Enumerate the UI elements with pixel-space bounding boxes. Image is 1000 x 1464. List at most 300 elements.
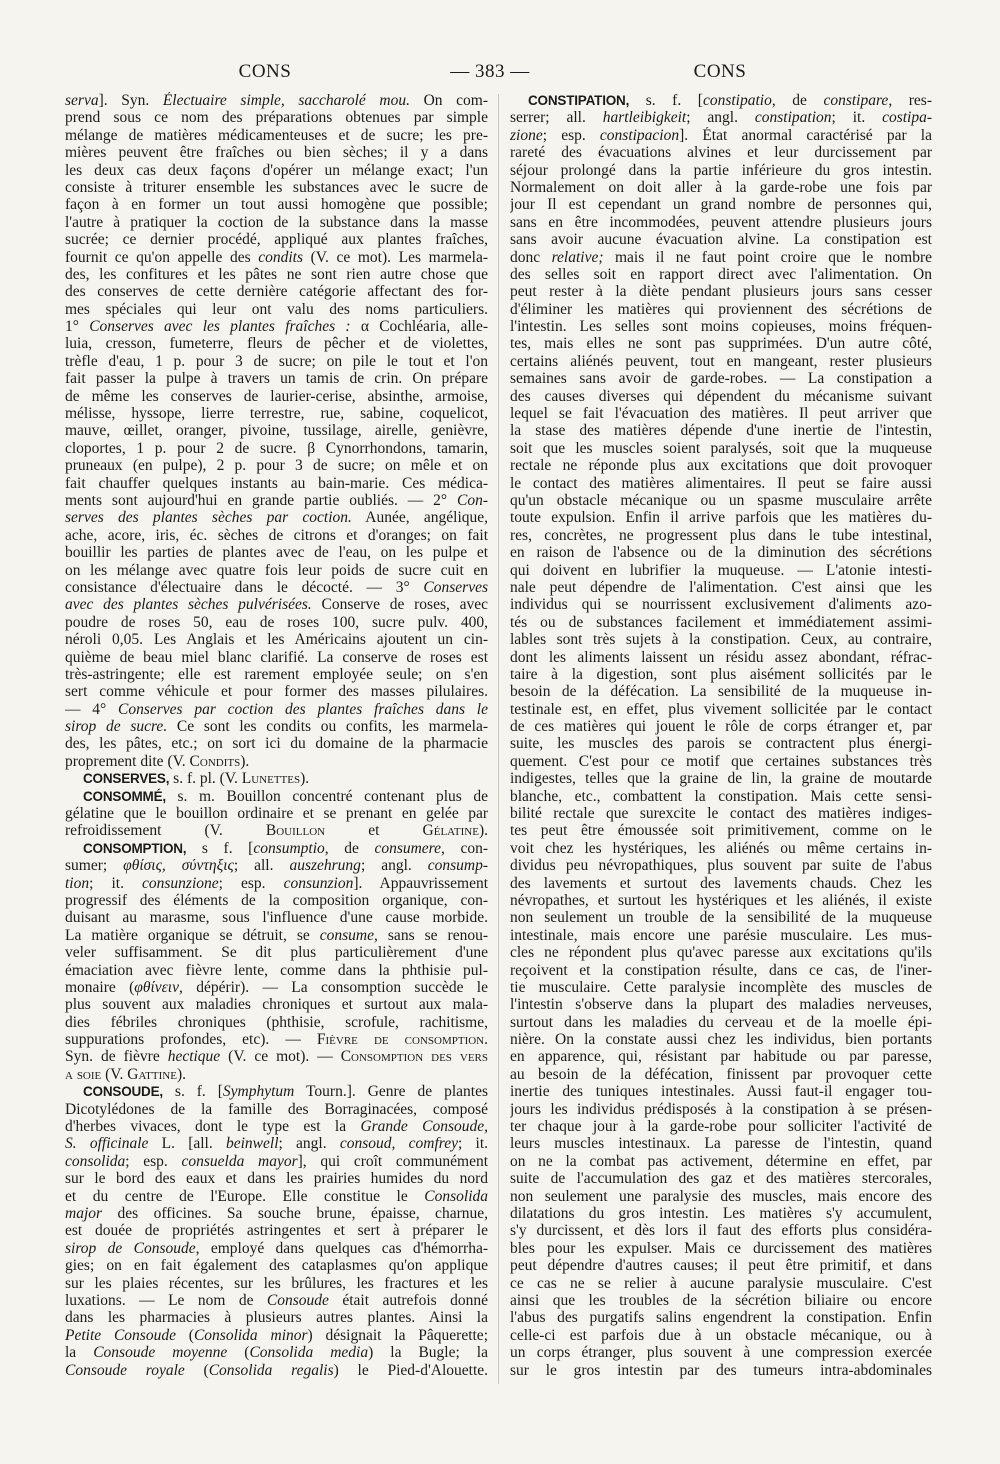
text-run: des selles soit en rapport direct avec l'alimentation. On [510, 265, 932, 283]
text-run: , de [771, 92, 824, 109]
text-line [510, 422, 932, 439]
text-line [65, 1275, 488, 1292]
text-run: fait chauffer quelques instants au bain-marie. Ces médica- [65, 474, 488, 492]
text-run: ; esp. [542, 126, 600, 144]
text-run: lables sont très sujets à la constipation. Ceux, au contraire, [510, 631, 932, 649]
text-run: mais il ne faut point croire que le nombre [603, 248, 932, 266]
italic-run: Consolida regalis [208, 1361, 334, 1379]
text-run: quement. C'est pour ce motif que certaines substances très [510, 752, 932, 770]
text-line [65, 1309, 488, 1326]
text-line [65, 1118, 488, 1135]
text-run: le contact des matières alimentaires. Il peut se faire aussi [510, 474, 932, 492]
text-line [65, 788, 488, 805]
italic-run: major [65, 1205, 103, 1222]
text-run: nale peut dépendre de l'alimentation. C'est ainsi que les [510, 578, 932, 596]
text-run: dans les pharmacies à plusieurs autres plantes. Ainsi la [65, 1309, 488, 1327]
column-rule [498, 94, 499, 1384]
text-run: testinale est, en effet, plus vivement sollicitée par le contact [510, 700, 932, 718]
text-run: consistance d'électuaire dans le décocté. — 3° [65, 578, 424, 596]
text-line [65, 1170, 488, 1187]
text-line [510, 1135, 932, 1152]
text-line [510, 805, 932, 822]
text-line [510, 753, 932, 770]
italic-run: Symphytum [222, 1083, 295, 1101]
text-run: prend sous ce nom des préparations obtenues par simple [65, 109, 488, 127]
text-run: sans en être incommodées, peuvent attendre plusieurs jours [510, 213, 932, 231]
text-run: s f. [ [186, 839, 254, 857]
text-run: sur le bord des eaux et dans les prairies humides du nord [65, 1170, 488, 1188]
text-run: ]. Appauvrissement [353, 874, 488, 892]
text-run: cloportes, 1 p. pour 2 de sucre. β Cynorrhondons, tamarin, [65, 439, 488, 457]
small-caps-run: Condits [189, 752, 241, 770]
italic-run: avec des plantes sèches pulvérisées. [65, 596, 312, 614]
text-line [510, 492, 932, 509]
text-run: luia, cresson, fumeterre, fleurs de pêcher et de violettes, [65, 335, 488, 353]
italic-run: Grande Consoude, [360, 1118, 488, 1136]
text-run: non seulement une paralysie des muscles, mais encore des [510, 1187, 932, 1205]
text-run: ) le Pied-d'Alouette. [333, 1361, 488, 1379]
running-head-right: CONS [693, 61, 747, 82]
headword: CONSOUDE, [83, 1084, 163, 1100]
text-line [510, 1083, 932, 1100]
text-run: sur les plaies récentes, sur les brûlures, les fractures et les [65, 1274, 488, 1292]
text-run: au besoin de la défécation, finissent par provoquer cette [510, 1065, 932, 1083]
text-run: tes, mais elles ne sont pas supprimées. D'un autre côté, [510, 335, 932, 353]
text-line [65, 1257, 488, 1274]
text-line [510, 127, 932, 144]
text-line [510, 1327, 932, 1344]
text-run: Tourn.]. Genre de plantes [294, 1083, 488, 1101]
text-run: donc [510, 248, 552, 266]
text-run: de même les conserves de laurier-cerise, absinthe, armoise, [65, 387, 488, 405]
text-line [510, 1188, 932, 1205]
italic-run: Consolida media [249, 1344, 369, 1362]
text-line [510, 440, 932, 457]
text-run: la [65, 1344, 94, 1362]
small-caps-run: Bouillon [265, 822, 326, 840]
text-line [510, 840, 932, 857]
text-run: ]. Syn. [98, 92, 163, 109]
italic-run: consume [319, 926, 375, 944]
text-run: néroli 0,05. Les Anglais et les Américains ajoutent un cin- [65, 631, 488, 649]
text-line [65, 701, 488, 718]
text-line [65, 666, 488, 683]
text-line [510, 979, 932, 996]
text-line [65, 1135, 488, 1152]
text-run: L. [all. [148, 1135, 226, 1153]
text-run: (V. ce mot). Les marmela- [303, 248, 488, 266]
italic-run: constipation [754, 109, 832, 127]
text-line [510, 196, 932, 213]
text-run: gies; on en fait également des cataplasmes qu'on applique [65, 1257, 488, 1275]
text-line [65, 179, 488, 196]
text-line [510, 457, 932, 474]
text-run: indigestes, telles que la graine de lin, la graine de moutarde [510, 770, 932, 788]
text-run: s. f. [ [162, 1083, 223, 1101]
text-run: (V. [101, 1065, 128, 1083]
text-line [65, 301, 488, 318]
text-run: cles ne répondent plus qu'avec paresse aux excitations qu'ils [510, 944, 932, 962]
text-run: façon à en former un tout aussi homogène que possible; [65, 196, 488, 214]
small-caps-run: Gélatine [422, 822, 479, 840]
text-run: proprement dite (V. [65, 752, 190, 770]
text-run: quième de beau miel blanc clarifié. La conserve de roses est [65, 648, 488, 666]
italic-run: hartleibigkeit [602, 109, 687, 127]
text-line [65, 649, 488, 666]
text-run: des, les confitures et les pâtes ne sont rien autre chose que [65, 265, 488, 283]
text-run: ; all. [233, 857, 290, 875]
text-run: d'herbes vivaces, dont le type est la [65, 1118, 361, 1136]
text-run: en apparence, qui, résistant par habitude ou par paresse, [510, 1048, 932, 1066]
italic-run: tion [65, 874, 90, 892]
text-run: tes peut être émoussée soit primitivement, comme on le [510, 822, 932, 840]
text-run: toute expulsion. Enfin il arrive parfois que les matières du- [510, 509, 932, 527]
text-run: bilité rectale que surexcite le contact des matières indiges- [510, 805, 932, 823]
text-run: suite, les muscles des parois se contractent plus énergi- [510, 735, 932, 753]
text-line [65, 457, 488, 474]
text-run: est douée de propriétés astringentes et sert à préparer le [65, 1222, 488, 1240]
text-run: on les mélange avec quatre fois leur poids de sucre cuit en [65, 561, 488, 579]
italic-run: consunzion [283, 874, 354, 892]
text-line [510, 318, 932, 335]
right-column [510, 92, 932, 1379]
italic-run: sirop de sucre. [65, 718, 168, 736]
text-line [65, 927, 488, 944]
text-line [65, 979, 488, 996]
text-run: un corps étranger, plus souvent à une compression exercée [510, 1344, 932, 1362]
text-run: ( [227, 1344, 250, 1362]
text-run: , de [324, 839, 375, 857]
text-run: ) la Bugle; la [368, 1344, 488, 1362]
italic-run: constipare [823, 92, 889, 109]
text-run: ]. État anormal caractérisé par la [679, 126, 932, 144]
text-run: mes spéciales qui leur ont valu des noms particuliers. [65, 300, 488, 318]
text-run: sur le gros intestin par des tumeurs intra-abdominales [510, 1361, 932, 1379]
text-run: mières peuvent être fraîches ou bien sèches; il y a dans [65, 144, 488, 162]
italic-run: consump- [427, 857, 488, 875]
italic-run: Consoude moyenne [93, 1344, 228, 1362]
text-run: ], qui croît communément [297, 1152, 488, 1170]
text-run: peut dépendre d'autres causes; il peut être primitif, et dans [510, 1257, 932, 1275]
text-run: blanche, etc., combattent la constipation. Mais cette sensi- [510, 787, 932, 805]
text-run: ; angl. [360, 857, 428, 875]
text-run: surtout dans les maladies du cerveau et de la moelle épi- [510, 1013, 932, 1031]
text-run: , sans se renou- [374, 926, 488, 944]
text-line [510, 1101, 932, 1118]
text-run: émaciation avec fièvre lente, comme dans la phthisie pul- [65, 961, 488, 979]
italic-run: Consoude [266, 1291, 329, 1309]
text-run: jour Il est cependant un grand nombre de personnes qui, [510, 196, 932, 214]
text-line [510, 179, 932, 196]
text-line [510, 370, 932, 387]
text-line [65, 162, 488, 179]
text-run: progressif des éléments de la composition organique, con- [65, 891, 488, 909]
text-run: tie musculaire. Cette paralysie incomplète des muscles de [510, 978, 932, 996]
text-run: l'intestin s'observe dans la plupart des maladies nerveuses, [510, 996, 932, 1014]
text-line [65, 492, 488, 509]
text-line [65, 266, 488, 283]
text-run: et du centre de l'Europe. Elle constitue le [65, 1187, 425, 1205]
text-line [65, 683, 488, 700]
text-line [65, 318, 488, 335]
text-line [65, 283, 488, 300]
italic-run: serves des plantes sèches par coction. [65, 509, 352, 527]
text-line [65, 405, 488, 422]
text-line [65, 353, 488, 370]
text-run: sumer; [65, 857, 124, 875]
text-run: ( [184, 1361, 209, 1379]
text-line [510, 109, 932, 126]
text-line [510, 996, 932, 1013]
text-line [510, 475, 932, 492]
text-line [510, 1309, 932, 1326]
text-run: , con- [441, 839, 488, 857]
text-run: suppurations profondes, etc). — [65, 1031, 317, 1049]
text-run: s. m. Bouillon concentré contenant plus de [165, 787, 488, 805]
text-line [510, 562, 932, 579]
text-line [510, 596, 932, 613]
italic-run: Conserves avec les plantes fraîches : [89, 318, 351, 336]
text-run: ments sont aujourd'hui en grande partie oubliés. — 2° [65, 491, 457, 509]
text-line [510, 1257, 932, 1274]
text-line [65, 1205, 488, 1222]
text-line [510, 144, 932, 161]
page-number: — 383 — [450, 61, 530, 82]
text-line [65, 1101, 488, 1118]
text-line [510, 1292, 932, 1309]
text-run: Dicotylédones de la famille des Borraginacées, composé [65, 1100, 488, 1118]
text-line [65, 388, 488, 405]
text-run: ). [176, 1065, 186, 1083]
text-line [510, 1170, 932, 1187]
italic-run: relative; [551, 248, 604, 266]
text-line [510, 1031, 932, 1048]
text-run: peut rester à la diète pendant plusieurs jours sans cesser [510, 283, 932, 301]
text-line [65, 822, 488, 839]
text-line [510, 335, 932, 352]
text-run: fournit ce qu'on appelle des [65, 248, 259, 266]
text-run: Ce sont les condits ou confits, les marmela- [167, 718, 488, 736]
text-run: mélisse, hyssope, lierre terrestre, rue, sabine, coquelicot, [65, 405, 488, 423]
text-line [65, 631, 488, 648]
text-line [510, 649, 932, 666]
text-run: ; it. [457, 1135, 488, 1153]
italic-run: consuelda mayor [181, 1152, 298, 1170]
text-run: rareté des évacuations alvines et leur durcissement par [510, 144, 932, 162]
text-run: ce cas ne se relier à aucune paralysie musculaire. C'est [510, 1274, 932, 1292]
italic-run: φθίσις, σύντηξις [123, 857, 234, 875]
italic-run: Con- [457, 491, 488, 509]
text-line [510, 1240, 932, 1257]
text-line [510, 1275, 932, 1292]
text-line [510, 1344, 932, 1361]
small-caps-run: Lunettes [241, 770, 301, 788]
text-run: dies fébriles chroniques (phthisie, scrofule, rachitisme, [65, 1013, 488, 1031]
text-line [65, 596, 488, 613]
text-run: jours les individus prédisposés à la constipation à se présen- [510, 1100, 932, 1118]
text-run: séjour prolongé dans la partie inférieure du gros intestin. [510, 161, 932, 179]
text-line [510, 735, 932, 752]
text-run: sans avoir aucune évacuation alvine. La constipation est [510, 231, 932, 249]
italic-run: auszehrung [289, 857, 361, 875]
text-run: l'autre à pratiquer la coction de la substance dans la masse [65, 213, 488, 231]
text-run: ainsi que les troubles de la sécrétion biliaire ou encore [510, 1291, 932, 1309]
text-line [510, 405, 932, 422]
text-run: s'y durcissent, et dès lors il faut des efforts plus considéra- [510, 1222, 932, 1240]
text-line [65, 335, 488, 352]
text-line [65, 1031, 488, 1048]
text-run: nière. On la constate aussi chez les individus, bien portants [510, 1031, 932, 1049]
italic-run: serva [65, 92, 99, 109]
text-line [510, 1118, 932, 1135]
text-line [510, 857, 932, 874]
text-line [510, 892, 932, 909]
text-run: bles pour les expulser. Mais ce durcissement des matières [510, 1239, 932, 1257]
text-line [65, 840, 488, 857]
text-run: taire à la digestion, sont plus aisément sollicités par le [510, 665, 932, 683]
text-run: de ces matières qui jouent le rôle de corps étranger et, par [510, 718, 932, 736]
text-run: celle-ci est parfois due à un obstacle mécanique, ou à [510, 1326, 932, 1344]
text-line [65, 509, 488, 526]
text-line [510, 527, 932, 544]
text-run: duisant au marasme, sous l'influence d'une cause morbide. [65, 909, 488, 927]
italic-run: constipacion [599, 126, 680, 144]
text-line [510, 631, 932, 648]
text-line [510, 788, 932, 805]
text-run: Aunée, angélique, [351, 509, 488, 527]
text-run: les deux cas deux façons d'opérer un mélange exact; l'un [65, 161, 488, 179]
text-line [510, 666, 932, 683]
text-line [65, 996, 488, 1013]
text-run: pruneaux (en pulpe), 2 p. pour 3 de sucre; on mêle et on [65, 457, 488, 475]
text-line [65, 144, 488, 161]
text-run: , dépérir). — La consomption succède le [178, 978, 488, 996]
text-run: l'intestin. Les selles sont moins copieuses, moins fréquen- [510, 318, 932, 336]
text-run: voit chez les hystériques, les aliénés ou même certains in- [510, 839, 932, 857]
italic-run: hectique [167, 1048, 221, 1066]
text-run: ) désignait la Pâquerette; [307, 1326, 488, 1344]
text-run: , employé dans quelques cas d'hémorrha- [195, 1239, 488, 1257]
running-head-left: CONS [238, 61, 292, 82]
text-run: ; it. [89, 874, 142, 892]
left-column [65, 92, 488, 1379]
italic-run: Petite Consoude [65, 1326, 176, 1344]
text-run: était autrefois donné [328, 1291, 488, 1309]
text-line [65, 1083, 488, 1100]
text-run: ). [240, 752, 250, 770]
text-line [510, 283, 932, 300]
text-line [65, 440, 488, 457]
text-line [510, 509, 932, 526]
text-line [510, 266, 932, 283]
text-line [510, 92, 932, 109]
italic-run: consumere [374, 839, 442, 857]
text-run: des, les pâtes, etc.; on sort ici du domaine de la pharmacie [65, 735, 488, 753]
small-caps-run: Fièvre de consomption. [316, 1031, 488, 1049]
italic-run: condits [258, 248, 304, 266]
text-line [510, 683, 932, 700]
text-line [510, 1222, 932, 1239]
text-run: non seulement un trouble de la sensibilité de la muqueuse [510, 909, 932, 927]
text-run: Conserve de roses, avec [311, 596, 488, 614]
italic-run: S. officinale [65, 1135, 149, 1153]
text-line [65, 962, 488, 979]
text-run: trèfle d'eau, 1 p. pour 3 de sucre; on pile le tout et l'on [65, 352, 488, 370]
text-run: dilatations du gros intestin. Les matières s'y accumulent, [510, 1205, 932, 1222]
text-run: bouillir les parties de plantes avec de l'eau, on les pulpe et [65, 544, 488, 562]
text-run: besoin de la défécation. La sensibilité de la muqueuse in- [510, 683, 932, 701]
text-line [65, 1240, 488, 1257]
text-line [510, 1153, 932, 1170]
text-run: qui doivent en lubrifier la muqueuse. — L'atonie intesti- [510, 561, 932, 579]
text-run: certains aliénés peuvent, tout en mangeant, rester plusieurs [510, 352, 932, 370]
text-line [65, 109, 488, 126]
italic-run: Conserves par coction des plantes fraîches dans le [118, 700, 488, 718]
text-line [510, 301, 932, 318]
text-run: sert comme véhicule et pour former des masses pilulaires. [65, 683, 488, 701]
text-line [510, 249, 932, 266]
text-run: ; esp. [125, 1152, 182, 1170]
text-line [510, 353, 932, 370]
text-line [510, 909, 932, 926]
text-line [65, 857, 488, 874]
text-run: et [325, 822, 423, 840]
text-line [510, 875, 932, 892]
text-run: reçoivent et la constipation résulte, dans ce cas, de l'iner- [510, 961, 932, 979]
text-run: l'abus des purgatifs salins engendrent la constipation. Enfin [510, 1309, 932, 1327]
text-run: d'éliminer les matières qui proviennent des sécrétions de [510, 300, 932, 318]
text-run: ; angl. [686, 109, 755, 127]
text-run: ; esp. [218, 874, 284, 892]
text-run: des officines. Sa souche brune, épaisse, charnue, [102, 1205, 488, 1222]
text-run: refroidissement (V. [65, 822, 266, 840]
italic-run: beinwell [225, 1135, 279, 1153]
text-line [65, 1327, 488, 1344]
italic-run: constipatio [702, 92, 772, 109]
text-line [65, 544, 488, 561]
text-run: individus qui se nourrissent exclusivement d'aliments azo- [510, 596, 932, 614]
text-run: La matière organique se détruit, se [65, 926, 320, 944]
text-run: la stase des matières dépende d'une inertie de l'intestin, [510, 422, 932, 440]
text-line [65, 718, 488, 735]
text-run: luxations. — Le nom de [65, 1291, 267, 1309]
text-line [510, 1048, 932, 1065]
text-line [65, 92, 488, 109]
small-caps-run: a soie [65, 1065, 102, 1083]
text-line [510, 962, 932, 979]
italic-run: sirop de Consoude [65, 1239, 196, 1257]
text-line [65, 127, 488, 144]
text-run: très-astringente; elle est rarement employée seule; on s'en [65, 665, 488, 683]
text-line [65, 196, 488, 213]
text-line [510, 162, 932, 179]
text-run: — 4° [65, 700, 118, 718]
text-line [65, 214, 488, 231]
text-line [510, 544, 932, 561]
text-line [65, 1292, 488, 1309]
text-line [65, 909, 488, 926]
text-line [65, 753, 488, 770]
text-run: qu'un obstacle mécanique ou un spasme musculaire arrête [510, 491, 932, 509]
text-line [65, 1344, 488, 1361]
italic-run: zione [510, 126, 543, 144]
text-line [510, 701, 932, 718]
text-run: (V. ce mot). — [220, 1048, 341, 1066]
text-line [510, 718, 932, 735]
text-line [65, 805, 488, 822]
text-line [65, 1153, 488, 1170]
italic-run: costipa- [882, 109, 932, 127]
